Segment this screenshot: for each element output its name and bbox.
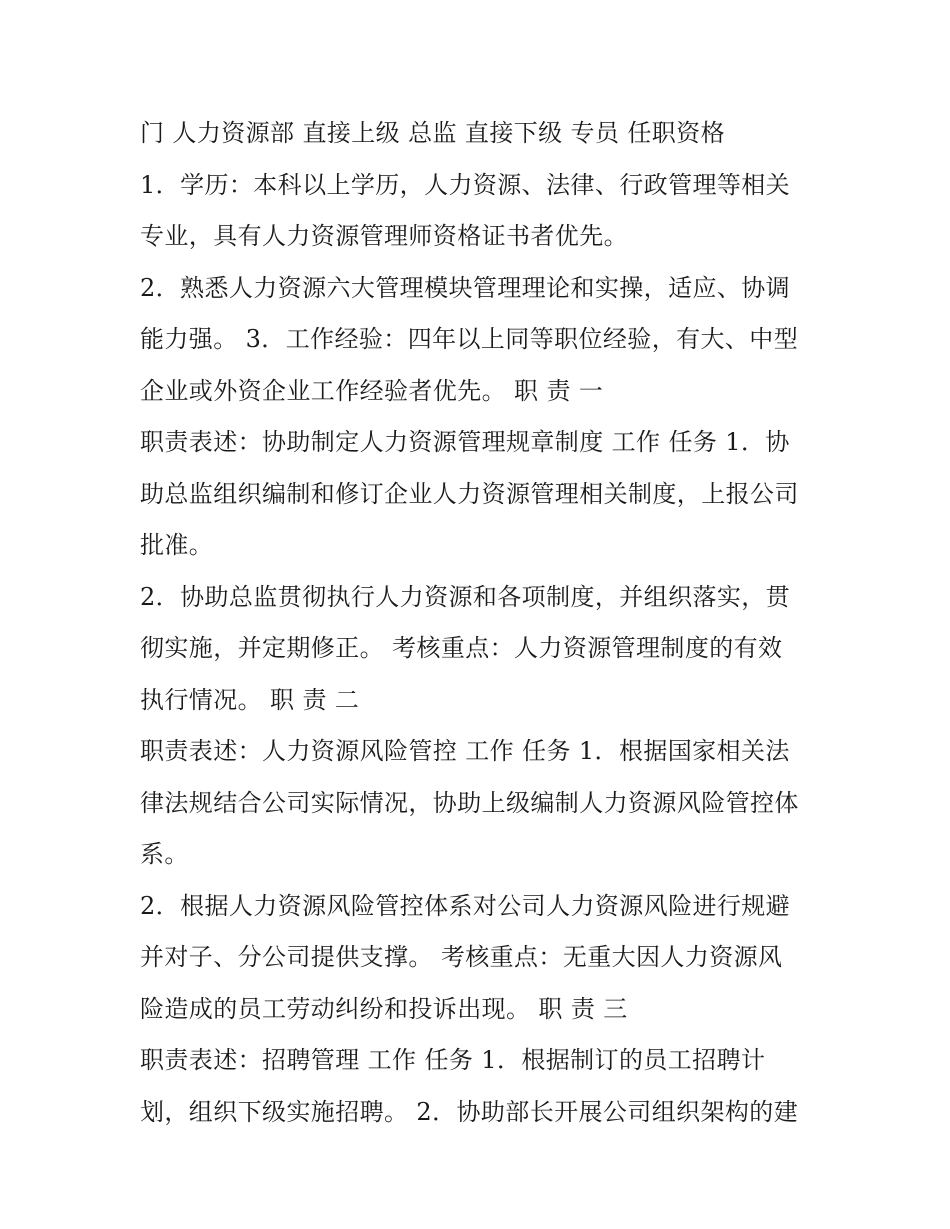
text-line: 2．熟悉人力资源六大管理模块管理理论和实操，适应、协调: [140, 273, 791, 302]
text-line: 并对子、分公司提供支撑。 考核重点：无重大因人力资源风: [140, 943, 783, 971]
text-line: 职责表述：人力资源风险管控 工作 任务 1．根据国家相关法: [140, 737, 790, 765]
text-line: 险造成的员工劳动纠纷和投诉出现。 职 责 三: [140, 994, 628, 1023]
text-line: 2．根据人力资源风险管控体系对公司人力资源风险进行规避: [140, 891, 791, 920]
text-line: 职责表述：招聘管理 工作 任务 1．根据制订的员工招聘计: [140, 1046, 766, 1074]
text-line: 职责表述：协助制定人力资源管理规章制度 工作 任务 1．协: [140, 428, 790, 456]
text-line: 1．学历：本科以上学历，人力资源、法律、行政管理等相关: [140, 170, 791, 199]
text-line: 彻实施，并定期修正。 考核重点：人力资源管理制度的有效: [140, 634, 783, 662]
text-line: 助总监组织编制和修订企业人力资源管理相关制度，上报公司: [140, 479, 799, 508]
text-line: 门 人力资源部 直接上级 总监 直接下级 专员 任职资格: [140, 119, 725, 147]
text-line: 律法规结合公司实际情况，协助上级编制人力资源风险管控体: [140, 788, 799, 817]
text-line: 划，组织下级实施招聘。 2．协助部长开展公司组织架构的建: [140, 1097, 799, 1126]
text-line: 系。: [140, 840, 189, 868]
text-line: 执行情况。 职 责 二: [140, 685, 360, 714]
text-line: 2．协助总监贯彻执行人力资源和各项制度，并组织落实，贯: [140, 582, 791, 611]
text-line: 专业，具有人力资源管理师资格证书者优先。: [140, 222, 628, 250]
document-body: [140, 108, 820, 1138]
text-line: 企业或外资企业工作经验者优先。 职 责 一: [140, 376, 604, 405]
text-line: 能力强。 3．工作经验：四年以上同等职位经验，有大、中型: [140, 325, 799, 353]
text-line: 批准。: [140, 531, 214, 559]
